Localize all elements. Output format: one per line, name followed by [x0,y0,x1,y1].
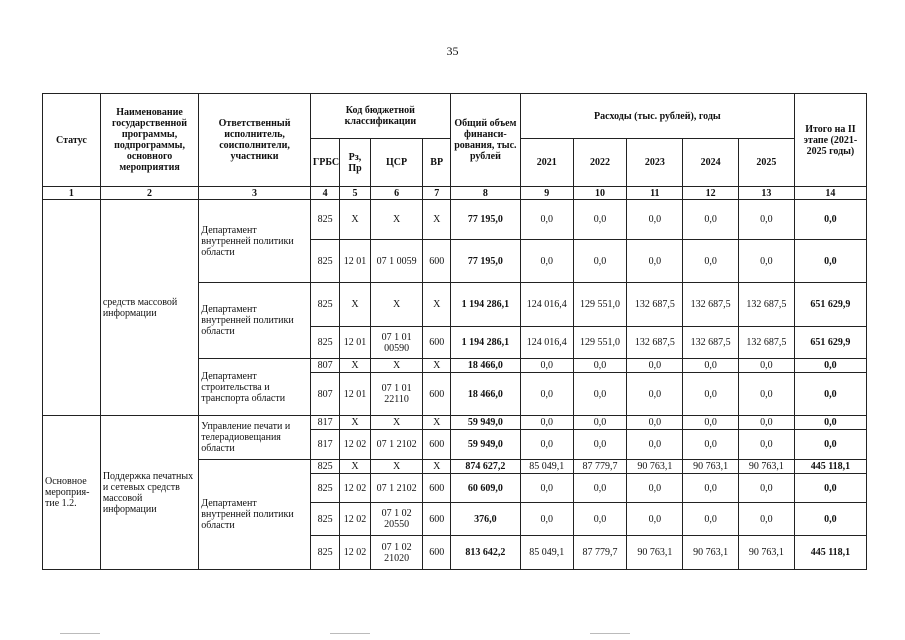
total-cell: 1 194 286,1 [450,327,520,359]
itogo-cell: 651 629,9 [794,327,866,359]
year-2023-cell: 0,0 [627,474,683,503]
csr-cell: 07 1 2102 [370,430,423,460]
header-grbs: ГРБС [310,139,339,187]
year-2022-cell: 0,0 [573,373,627,416]
header-budget-code: Код бюджетной классификации [310,94,450,139]
itogo-cell: 0,0 [794,200,866,240]
header-total-volume: Общий объем финанси-рования, тыс. рублей [450,94,520,187]
total-cell: 59 949,0 [450,416,520,430]
csr-cell: 07 1 02 21020 [370,536,423,570]
total-cell: 376,0 [450,503,520,536]
vr-cell: X [423,283,450,327]
vr-cell: X [423,359,450,373]
vr-cell: 600 [423,430,450,460]
year-2023-cell: 90 763,1 [627,460,683,474]
year-2023-cell: 0,0 [627,416,683,430]
csr-cell: 07 1 01 22110 [370,373,423,416]
col-number: 7 [423,187,450,200]
scan-mark [60,633,100,634]
itogo-cell: 0,0 [794,416,866,430]
year-2024-cell: 0,0 [683,503,739,536]
rzpr-cell: 12 01 [340,373,370,416]
year-2021-cell: 0,0 [520,474,573,503]
year-2021-cell: 0,0 [520,416,573,430]
year-2024-cell: 132 687,5 [683,283,739,327]
itogo-cell: 651 629,9 [794,283,866,327]
year-2021-cell: 0,0 [520,359,573,373]
scan-mark [590,633,630,634]
year-2021-cell: 0,0 [520,503,573,536]
vr-cell: 600 [423,240,450,283]
year-2021-cell: 0,0 [520,373,573,416]
col-number: 4 [310,187,339,200]
year-2024-cell: 0,0 [683,240,739,283]
year-2022-cell: 0,0 [573,240,627,283]
grbs-cell: 825 [310,536,339,570]
col-number: 11 [627,187,683,200]
col-number: 3 [199,187,311,200]
total-cell: 874 627,2 [450,460,520,474]
itogo-cell: 0,0 [794,240,866,283]
vr-cell: 600 [423,327,450,359]
itogo-cell: 0,0 [794,430,866,460]
year-2022-cell: 87 779,7 [573,536,627,570]
rzpr-cell: 12 02 [340,503,370,536]
header-csr: ЦСР [370,139,423,187]
year-2025-cell: 90 763,1 [739,460,795,474]
year-2023-cell: 90 763,1 [627,536,683,570]
col-number: 1 [43,187,101,200]
total-cell: 59 949,0 [450,430,520,460]
year-2024-cell: 0,0 [683,373,739,416]
vr-cell: 600 [423,373,450,416]
year-2021-cell: 0,0 [520,430,573,460]
year-2025-cell: 0,0 [739,474,795,503]
budget-table [42,93,867,570]
column-numbers-row [43,187,867,200]
year-2025-cell: 0,0 [739,359,795,373]
vr-cell: 600 [423,503,450,536]
year-2021-cell: 85 049,1 [520,536,573,570]
total-cell: 1 194 286,1 [450,283,520,327]
grbs-cell: 825 [310,200,339,240]
year-2025-cell: 0,0 [739,373,795,416]
year-2025-cell: 132 687,5 [739,283,795,327]
year-2023-cell: 0,0 [627,503,683,536]
rzpr-cell: 12 02 [340,536,370,570]
itogo-cell: 0,0 [794,474,866,503]
executor-cell: Управление печати и телерадиовещания области [199,416,311,460]
year-2021-cell: 0,0 [520,200,573,240]
total-cell: 60 609,0 [450,474,520,503]
header-status: Статус [43,94,101,187]
csr-cell: X [370,200,423,240]
year-2025-cell: 0,0 [739,416,795,430]
year-2023-cell: 0,0 [627,373,683,416]
year-2024-cell: 0,0 [683,474,739,503]
page-number: 35 [446,44,459,58]
year-2023-cell: 132 687,5 [627,327,683,359]
grbs-cell: 825 [310,240,339,283]
vr-cell: 600 [423,536,450,570]
col-number: 2 [100,187,198,200]
scan-mark [330,633,370,634]
table-row [43,416,867,430]
col-number: 14 [794,187,866,200]
rzpr-cell: X [340,416,370,430]
header-year-2021: 2021 [520,139,573,187]
grbs-cell: 825 [310,460,339,474]
year-2022-cell: 87 779,7 [573,460,627,474]
csr-cell: 07 1 01 00590 [370,327,423,359]
year-2024-cell: 0,0 [683,416,739,430]
header-expenses: Расходы (тыс. рублей), годы [520,94,794,139]
year-2022-cell: 0,0 [573,200,627,240]
year-2021-cell: 124 016,4 [520,283,573,327]
header-vr: ВР [423,139,450,187]
grbs-cell: 825 [310,503,339,536]
year-2025-cell: 132 687,5 [739,327,795,359]
header-year-2023: 2023 [627,139,683,187]
grbs-cell: 825 [310,327,339,359]
year-2021-cell: 124 016,4 [520,327,573,359]
rzpr-cell: X [340,460,370,474]
vr-cell: X [423,200,450,240]
col-number: 5 [340,187,370,200]
year-2024-cell: 0,0 [683,200,739,240]
total-cell: 77 195,0 [450,200,520,240]
year-2022-cell: 0,0 [573,474,627,503]
grbs-cell: 817 [310,430,339,460]
year-2024-cell: 90 763,1 [683,460,739,474]
year-2024-cell: 0,0 [683,359,739,373]
executor-cell: Департамент внутренней политики области [199,460,311,570]
col-number: 8 [450,187,520,200]
rzpr-cell: 12 01 [340,327,370,359]
csr-cell: X [370,359,423,373]
year-2023-cell: 0,0 [627,240,683,283]
csr-cell: 07 1 0059 [370,240,423,283]
year-2025-cell: 0,0 [739,430,795,460]
itogo-cell: 445 118,1 [794,536,866,570]
year-2023-cell: 132 687,5 [627,283,683,327]
rzpr-cell: 12 02 [340,474,370,503]
year-2024-cell: 0,0 [683,430,739,460]
program-name-cell: средств массовой информации [100,200,198,416]
itogo-cell: 0,0 [794,503,866,536]
year-2024-cell: 132 687,5 [683,327,739,359]
csr-cell: 07 1 2102 [370,474,423,503]
csr-cell: X [370,283,423,327]
table-row [43,200,867,240]
header-year-2022: 2022 [573,139,627,187]
grbs-cell: 817 [310,416,339,430]
year-2025-cell: 0,0 [739,503,795,536]
year-2025-cell: 0,0 [739,200,795,240]
col-number: 6 [370,187,423,200]
year-2022-cell: 129 551,0 [573,283,627,327]
csr-cell: X [370,460,423,474]
col-number: 13 [739,187,795,200]
vr-cell: 600 [423,474,450,503]
status-cell: Основное мероприя-тие 1.2. [43,416,101,570]
itogo-cell: 445 118,1 [794,460,866,474]
year-2023-cell: 0,0 [627,200,683,240]
executor-cell: Департамент строительства и транспорта области [199,359,311,416]
year-2025-cell: 90 763,1 [739,536,795,570]
year-2021-cell: 0,0 [520,240,573,283]
total-cell: 813 642,2 [450,536,520,570]
vr-cell: X [423,416,450,430]
status-cell [43,200,101,416]
year-2023-cell: 0,0 [627,359,683,373]
total-cell: 18 466,0 [450,359,520,373]
header-year-2024: 2024 [683,139,739,187]
executor-cell: Департамент внутренней политики области [199,200,311,283]
grbs-cell: 807 [310,373,339,416]
year-2024-cell: 90 763,1 [683,536,739,570]
rzpr-cell: 12 01 [340,240,370,283]
year-2022-cell: 0,0 [573,503,627,536]
rzpr-cell: X [340,359,370,373]
total-cell: 77 195,0 [450,240,520,283]
header-executor: Ответственный исполнитель, соисполнители, участники [199,94,311,187]
col-number: 12 [683,187,739,200]
year-2021-cell: 85 049,1 [520,460,573,474]
rzpr-cell: X [340,200,370,240]
grbs-cell: 807 [310,359,339,373]
header-name: Наименование государственной программы, подпрограммы, основного мероприятия [100,94,198,187]
year-2023-cell: 0,0 [627,430,683,460]
header-year-2025: 2025 [739,139,795,187]
year-2022-cell: 0,0 [573,359,627,373]
csr-cell: X [370,416,423,430]
header-rzpr: Рз, Пр [340,139,370,187]
itogo-cell: 0,0 [794,359,866,373]
col-number: 10 [573,187,627,200]
col-number: 9 [520,187,573,200]
grbs-cell: 825 [310,474,339,503]
vr-cell: X [423,460,450,474]
rzpr-cell: 12 02 [340,430,370,460]
year-2022-cell: 0,0 [573,430,627,460]
total-cell: 18 466,0 [450,373,520,416]
year-2022-cell: 129 551,0 [573,327,627,359]
rzpr-cell: X [340,283,370,327]
csr-cell: 07 1 02 20550 [370,503,423,536]
year-2022-cell: 0,0 [573,416,627,430]
itogo-cell: 0,0 [794,373,866,416]
year-2025-cell: 0,0 [739,240,795,283]
header-itogo: Итого на II этапе (2021-2025 годы) [794,94,866,187]
grbs-cell: 825 [310,283,339,327]
program-name-cell: Поддержка печатных и сетевых средств массовой информации [100,416,198,570]
executor-cell: Департамент внутренней политики области [199,283,311,359]
